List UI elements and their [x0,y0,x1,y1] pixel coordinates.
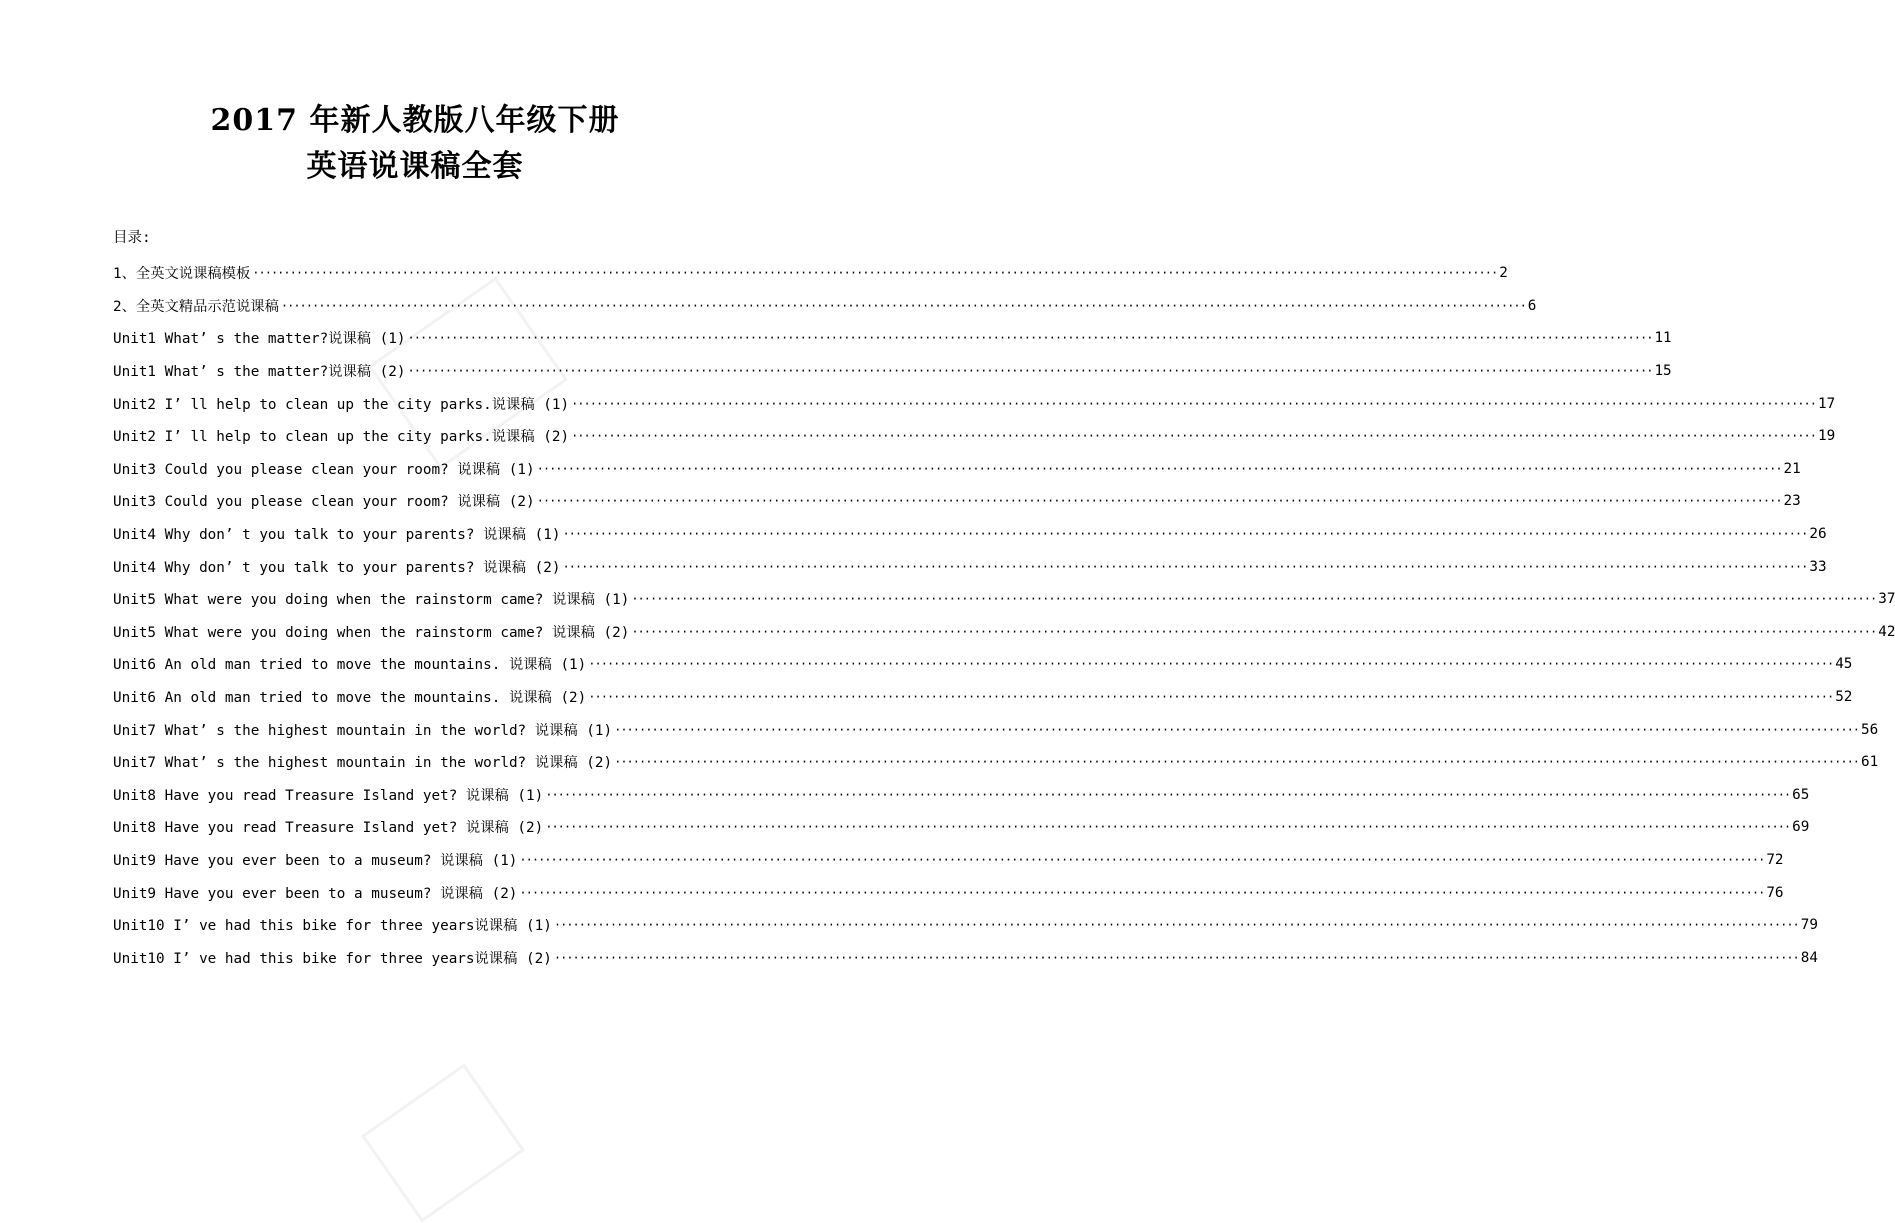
toc-entry-title: Unit4 Why don’ t you talk to your parents? 说课稿 (2) [113,559,561,576]
toc-entry-page-number: 19 [1817,428,1836,445]
toc-entry [113,713,1879,746]
toc-entry-page-number: 42 [1878,623,1895,640]
toc-leader-dots: ········································································································································································································ [588,690,1834,705]
toc-entry [113,290,1537,323]
toc-entry [113,779,1810,812]
toc-entry [113,648,1853,681]
document-title [0,100,830,188]
toc-leader-dots: ········································································································································································································ [553,918,1799,933]
toc-entry-page-number: 33 [1809,558,1827,575]
toc-entry [113,453,1801,486]
toc-leader-dots: ········································································································································································································ [588,657,1834,672]
toc-entry-title: 1、全英文说课稿模板 [113,266,251,283]
toc-entry [113,583,1895,616]
toc-entry-page-number: 69 [1792,819,1810,836]
toc-entry-title: Unit1 What’ s the matter?说课稿 (1) [113,331,406,348]
toc-leader-dots: ········································································································································································································ [614,755,1860,770]
toc-leader-dots: ········································································································································································································ [519,852,1765,867]
toc-entry [113,844,1784,877]
toc-entry-title: Unit3 Could you please clean your room? 说课稿 (1) [113,461,535,478]
toc-leader-dots: ········································································································································································································ [562,559,1808,574]
toc-entry-title: Unit1 What’ s the matter?说课稿 (2) [113,364,406,381]
toc-entry [113,485,1801,518]
toc-entry-page-number: 2 [1499,265,1508,282]
title-line-1: 2017 年新人教版八年级下册 [210,103,620,138]
watermark-stamp [361,1063,525,1222]
toc-entry [113,746,1879,779]
toc-entry [113,616,1895,649]
table-of-contents [113,257,1895,974]
toc-entry-page-number: 11 [1654,330,1672,347]
toc-entry-page-number: 72 [1766,851,1784,868]
toc-entry [113,257,1508,290]
toc-entry-title: Unit2 I’ ll help to clean up the city parks.说课稿 (2) [113,429,570,446]
title-line-2: 英语说课稿全套 [306,149,524,184]
toc-entry [113,941,1818,974]
toc-leader-dots: ········································································································································································································ [614,722,1860,737]
toc-leader-dots: ········································································································································································································ [407,364,1653,379]
toc-entry-page-number: 79 [1800,917,1818,934]
toc-entry-page-number: 56 [1861,721,1879,738]
toc-leader-dots: ········································································································································································································ [280,298,1526,313]
toc-entry-title: Unit7 What’ s the highest mountain in the world? 说课稿 (2) [113,755,613,772]
toc-entry-title: Unit6 An old man tried to move the mountains. 说课稿 (2) [113,690,587,707]
toc-entry-page-number: 45 [1835,656,1853,673]
toc-entry-page-number: 6 [1527,297,1537,314]
toc-entry-title: Unit10 I’ ve had this bike for three years说课稿 (2) [113,950,552,967]
toc-leader-dots: ········································································································································································································ [571,429,1816,444]
toc-leader-dots: ········································································································································································································ [536,461,1782,476]
toc-entry [113,420,1836,453]
toc-entry-page-number: 15 [1654,363,1672,380]
toc-entry-title: Unit7 What’ s the highest mountain in the world? 说课稿 (1) [113,722,613,739]
toc-entry-title: Unit6 An old man tried to move the mountains. 说课稿 (1) [113,657,587,674]
toc-entry-page-number: 52 [1835,689,1853,706]
toc-entry-page-number: 23 [1783,493,1801,510]
toc-entry-title: Unit9 Have you ever been to a museum? 说课稿 (1) [113,852,518,869]
toc-leader-dots: ········································································································································································································ [519,885,1765,900]
toc-leader-dots: ········································································································································································································ [545,787,1791,802]
toc-entry [113,811,1810,844]
toc-entry-title: Unit4 Why don’ t you talk to your parents? 说课稿 (1) [113,527,561,544]
toc-heading: 目录: [113,230,151,246]
toc-entry-page-number: 26 [1809,526,1827,543]
toc-entry-title: Unit5 What were you doing when the rainstorm came? 说课稿 (1) [113,592,630,609]
toc-leader-dots: ········································································································································································································ [631,624,1877,639]
toc-entry-title: Unit5 What were you doing when the rainstorm came? 说课稿 (2) [113,624,630,641]
toc-entry [113,518,1827,551]
toc-entry-page-number: 37 [1878,591,1895,608]
toc-entry-title: Unit9 Have you ever been to a museum? 说课稿 (2) [113,885,518,902]
toc-leader-dots: ········································································································································································································ [252,266,1498,281]
toc-entry-page-number: 84 [1800,949,1818,966]
toc-entry [113,876,1784,909]
toc-entry-title: Unit8 Have you read Treasure Island yet? 说课稿 (1) [113,787,544,804]
toc-entry-page-number: 17 [1817,395,1836,412]
toc-entry [113,387,1836,420]
toc-entry-title: Unit3 Could you please clean your room? 说课稿 (2) [113,494,535,511]
toc-entry-title: Unit2 I’ ll help to clean up the city parks.说课稿 (1) [113,396,570,413]
toc-leader-dots: ········································································································································································································ [536,494,1782,509]
toc-entry-title: Unit8 Have you read Treasure Island yet? 说课稿 (2) [113,820,544,837]
toc-entry [113,909,1818,942]
toc-leader-dots: ········································································································································································································ [545,820,1791,835]
toc-entry-title: Unit10 I’ ve had this bike for three years说课稿 (1) [113,918,552,935]
toc-leader-dots: ········································································································································································································ [407,331,1653,346]
toc-entry [113,355,1672,388]
toc-entry-page-number: 76 [1766,884,1784,901]
toc-entry [113,322,1672,355]
toc-leader-dots: ········································································································································································································ [571,396,1816,411]
toc-entry-title: 2、全英文精品示范说课稿 [113,298,279,315]
toc-entry-page-number: 61 [1861,754,1879,771]
toc-entry [113,550,1827,583]
toc-entry-page-number: 21 [1783,460,1801,477]
toc-leader-dots: ········································································································································································································ [553,950,1799,965]
toc-leader-dots: ········································································································································································································ [631,592,1877,607]
toc-entry [113,681,1853,714]
toc-entry-page-number: 65 [1792,786,1810,803]
toc-leader-dots: ········································································································································································································ [562,527,1808,542]
